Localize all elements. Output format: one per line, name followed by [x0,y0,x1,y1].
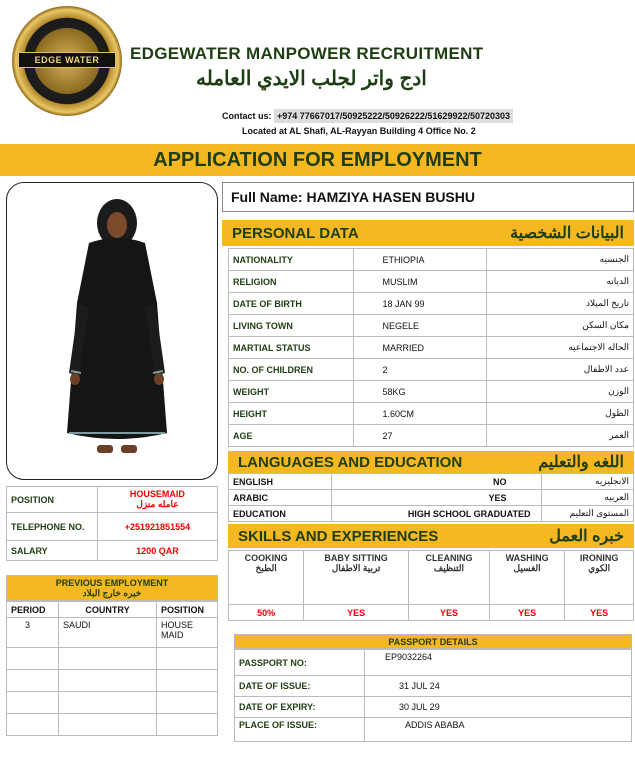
page-title: APPLICATION FOR EMPLOYMENT [0,144,635,176]
skill-washing-value: YES [489,605,564,621]
location-line: Located at AL Shafi, AL-Rayyan Building 4 Office No. 2 [242,126,476,136]
value-religion: MUSLIM [354,271,486,293]
skills-heading-ar: خبره العمل [549,528,624,545]
skill-babysitting-ar: تربية الاطفال [331,563,381,573]
expiry-date-label: DATE OF EXPIRY: [235,697,365,718]
person-figure-icon [7,183,218,480]
passport-no-label: PASSPORT NO: [235,650,365,676]
value-education: HIGH SCHOOL GRADUATED [332,506,541,522]
issue-date-label: DATE OF ISSUE: [235,676,365,697]
passport-no-value: EP9032264 [365,650,632,676]
label-education-ar: المستوى التعليم [541,506,633,522]
skill-ironing-header [565,551,634,605]
value-children: 2 [354,359,486,381]
col-position: POSITION [157,602,218,618]
table-row [229,490,634,506]
previous-employment-heading-en: PREVIOUS EMPLOYMENT [55,578,169,588]
position-label: POSITION [7,487,98,513]
table-row [229,425,634,447]
col-country: COUNTRY [59,602,157,618]
skills-heading [228,524,634,548]
prev-country: SAUDI [59,618,157,648]
personal-data-heading-ar: البيانات الشخصية [510,225,624,242]
languages-table [228,473,634,522]
table-row [229,359,634,381]
position-value-ar: عامله منزل [136,499,179,509]
skill-cooking-en: COOKING [244,553,288,563]
table-row [7,714,218,736]
table-row [7,513,218,541]
table-row [229,403,634,425]
skill-cooking-ar: الطبخ [255,563,277,573]
skill-cooking-header [229,551,304,605]
previous-employment-heading-ar: خبره خارج البلاد [82,588,142,598]
label-children: NO. OF CHILDREN [229,359,354,381]
table-row [7,618,218,648]
value-marital-status: MARRIED [354,337,486,359]
position-table [6,486,218,561]
position-value [97,487,217,513]
table-row [229,271,634,293]
table-row [7,648,218,670]
company-name-ar: ادج واتر لجلب الايدي العامله [196,68,427,90]
table-row [229,551,634,605]
label-weight-ar: الوزن [486,381,633,403]
telephone-label: TELEPHONE NO. [7,513,98,541]
company-logo [12,6,122,116]
applicant-photo [6,182,218,480]
label-living-town-ar: مكان السكن [486,315,633,337]
prev-position: HOUSE MAID [157,618,218,648]
skill-babysitting-value: YES [304,605,409,621]
skill-washing-en: WASHING [505,553,549,563]
skill-washing-ar: الغسيل [513,563,541,573]
label-height-ar: الطول [486,403,633,425]
value-living-town: NEGELE [354,315,486,337]
label-dob: DATE OF BIRTH [229,293,354,315]
place-of-issue-label: PLACE OF ISSUE: [235,718,365,742]
skill-cleaning-value: YES [408,605,489,621]
skills-heading-en: SKILLS AND EXPERIENCES [238,527,439,545]
personal-data-heading [222,220,634,246]
label-children-ar: عدد الاطفال [486,359,633,381]
label-arabic: ARABIC [229,490,332,506]
skills-table [228,550,634,621]
table-row [229,605,634,621]
telephone-value: +251921851554 [97,513,217,541]
languages-heading-en: LANGUAGES AND EDUCATION [238,453,463,471]
label-marital-status-ar: الحاله الاجتماعيه [486,337,633,359]
position-value-en: HOUSEMAID [129,489,185,499]
skill-ironing-en: IRONING [579,553,619,563]
label-religion: RELIGION [229,271,354,293]
table-row [229,293,634,315]
place-of-issue-value: ADDIS ABABA [365,718,632,742]
label-age-ar: العمر [486,425,633,447]
table-row [7,670,218,692]
table-row [235,718,632,742]
skill-ironing-value: YES [565,605,634,621]
company-name-en: EDGEWATER MANPOWER RECRUITMENT [130,44,484,63]
prev-period: 3 [7,618,59,648]
languages-heading-ar: اللغه والتعليم [538,454,624,471]
value-age: 27 [354,425,486,447]
table-row [7,487,218,513]
value-height: 1.60CM [354,403,486,425]
label-height: HEIGHT [229,403,354,425]
passport-heading: PASSPORT DETAILS [234,634,632,649]
label-nationality-ar: الجنسيه [486,249,633,271]
skill-cleaning-en: CLEANING [425,553,473,563]
passport-table [234,649,632,742]
label-arabic-ar: العربيه [541,490,633,506]
contact-line [222,111,513,121]
table-row [229,474,634,490]
personal-data-heading-en: PERSONAL DATA [232,224,359,242]
table-row [235,676,632,697]
contact-label: Contact us: [222,111,275,121]
languages-heading [228,451,634,473]
previous-employment-heading [6,575,218,601]
label-religion-ar: الديانه [486,271,633,293]
value-weight: 58KG [354,381,486,403]
logo-band: EDGE WATER [18,52,116,68]
skill-ironing-ar: الكوي [588,563,611,573]
table-row [235,697,632,718]
table-row [7,692,218,714]
skill-cleaning-header [408,551,489,605]
table-row [7,602,218,618]
contact-numbers: +974 77667017/50925222/50926222/51629922/50720303 [274,109,513,123]
label-marital-status: MARTIAL STATUS [229,337,354,359]
personal-data-table [228,248,634,447]
label-weight: WEIGHT [229,381,354,403]
value-nationality: ETHIOPIA [354,249,486,271]
table-row [229,315,634,337]
table-row [229,337,634,359]
skill-babysitting-header [304,551,409,605]
salary-label: SALARY [7,541,98,561]
label-living-town: LIVING TOWN [229,315,354,337]
label-dob-ar: تاريخ الميلاد [486,293,633,315]
previous-employment-table [6,601,218,736]
value-dob: 18 JAN 99 [354,293,486,315]
table-row [229,249,634,271]
value-english: NO [332,474,541,490]
expiry-date-value: 30 JUL 29 [365,697,632,718]
issue-date-value: 31 JUL 24 [365,676,632,697]
table-row [229,506,634,522]
skill-cleaning-ar: التنظيف [433,563,464,573]
col-period: PERIOD [7,602,59,618]
salary-value: 1200 QAR [97,541,217,561]
label-english-ar: الانجليزيه [541,474,633,490]
table-row [7,541,218,561]
label-nationality: NATIONALITY [229,249,354,271]
table-row [229,381,634,403]
table-row [235,650,632,676]
label-education: EDUCATION [229,506,332,522]
value-arabic: YES [332,490,541,506]
full-name: Full Name: HAMZIYA HASEN BUSHU [222,182,634,212]
skill-washing-header [489,551,564,605]
label-english: ENGLISH [229,474,332,490]
skill-babysitting-en: BABY SITTING [324,553,388,563]
skill-cooking-value: 50% [229,605,304,621]
label-age: AGE [229,425,354,447]
